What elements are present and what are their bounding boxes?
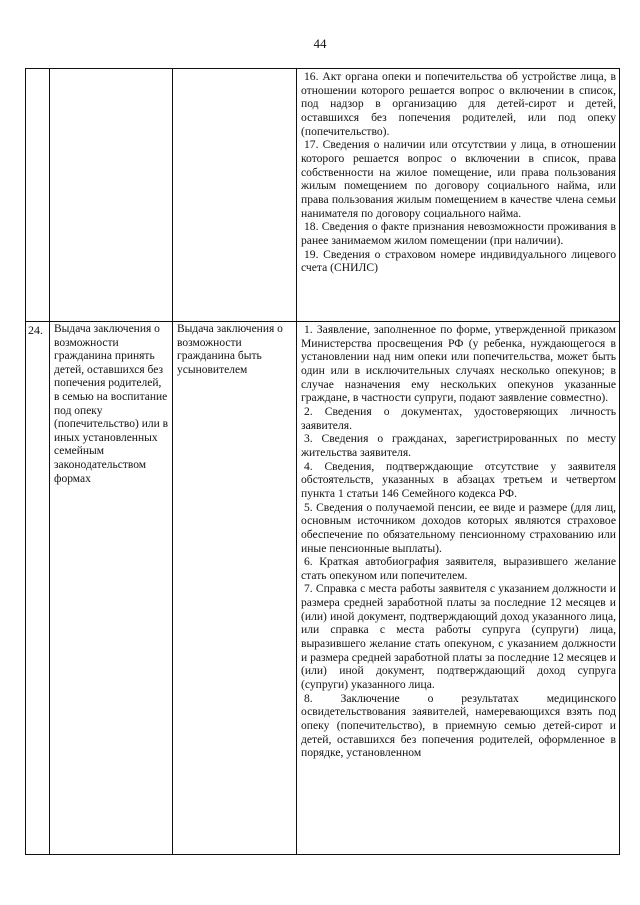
document-item: 1. Заявление, заполненное по форме, утвержденной приказом Министерства просвещения РФ (у ребенка, нуждающегося в установлении над ним опеки или попечительства, может быть один или в исключительных случаях несколько опекунов; в случае назначения ему нескольких опекунов указанные граждане, в частности супруги, подают заявление совместно). [301, 323, 616, 405]
document-item: 18. Сведения о факте признания невозможности проживания в ранее занимаемом жилом помещении (при наличии). [301, 220, 616, 247]
document-item: 16. Акт органа опеки и попечительства об устройстве лица, в отношении которого решается вопрос о включении в список, под надзор в организацию для детей-сирот и детей, оставшихся без попечения родителей, или под опеку (попечительство). [301, 70, 616, 138]
document-item: 4. Сведения, подтверждающие отсутствие у заявителя обстоятельств, указанных в абзацах третьем и четвертом пункта 1 статьи 146 Семейного кодекса РФ. [301, 459, 616, 500]
row-number-cell [26, 69, 50, 322]
service-name-cell [50, 322, 173, 855]
subservice-name [173, 69, 296, 70]
table-row [26, 322, 620, 855]
document-item: 8. Заключение о результатах медицинского освидетельствования заявителей, намеревающихся взять под опеку (попечительство), в приемную семью детей-сирот и детей, оставшихся без попечения родителей, оформленное в порядке, установленном [301, 691, 616, 760]
document-item: 3. Сведения о гражданах, зарегистрированных по месту жительства заявителя. [301, 432, 616, 459]
row-number [26, 69, 49, 70]
row-number: 24. [28, 323, 43, 337]
subservice-name-cell [173, 69, 297, 322]
document-item: 2. Сведения о документах, удостоверяющих личность заявителя. [301, 404, 616, 432]
document-item: 7. Справка с места работы заявителя с указанием должности и размера средней заработной платы за последние 12 месяцев и (или) иной документ, подтверждающий доход указанного лица, или справка с места работы супруга (супруги) лица, выразившего желание стать опекуном, с указанием должности и размера средней заработной платы за последние 12 месяцев и (или) иной документ, подтверждающий доход супруга (супруги) указанного лица. [301, 582, 616, 692]
table-row [26, 69, 620, 322]
document-item: 17. Сведения о наличии или отсутствии у лица, в отношении которого решается вопрос о включении в список, права собственности на жилое помещение, или права пользования жилым помещением по договору социального найма, или права пользования жилым помещением в качестве члена семьи нанимателя по договору социального найма. [301, 138, 616, 220]
services-table [25, 68, 620, 855]
document-item: 6. Краткая автобиография заявителя, выразившего желание стать опекуном или попечителем. [301, 555, 616, 582]
service-name-cell [50, 69, 173, 322]
subservice-name-cell [173, 322, 297, 855]
row-number-cell [26, 322, 50, 855]
documents-cell [297, 322, 620, 855]
page-number: 44 [313, 36, 327, 51]
service-name: Выдача заключения о возможности гражданина принять детей, оставшихся без попечения родителей, в семью на воспитание под опеку (попечительство) или в иных установленных семейным законодательством формах [54, 323, 169, 485]
document-item: 5. Сведения о получаемой пенсии, ее виде и размере (для лиц, основным источником доходов которых являются страховое обеспечение по обязательному пенсионному страхованию или иные пенсионные выплаты). [301, 500, 616, 555]
document-item: 19. Сведения о страховом номере индивидуального лицевого счета (СНИЛС) [301, 247, 616, 275]
service-name [50, 69, 172, 70]
subservice-name: Выдача заключения о возможности гражданина быть усыновителем [177, 323, 283, 376]
documents-cell [297, 69, 620, 322]
